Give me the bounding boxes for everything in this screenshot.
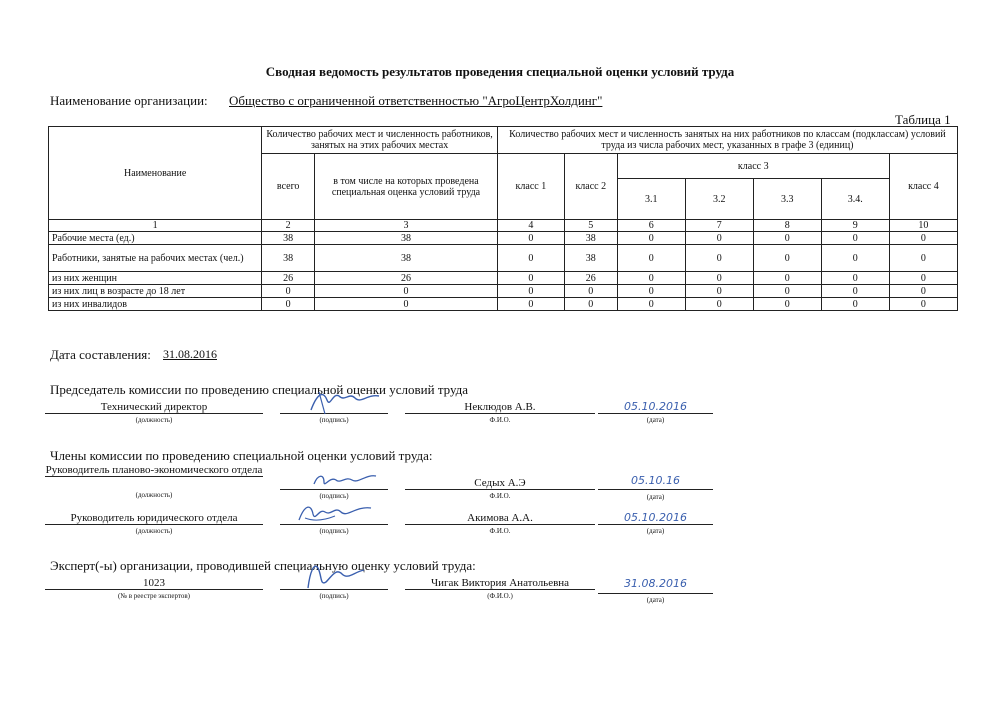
table-cell: 0 <box>617 245 685 272</box>
chairman-name: Неклюдов А.В. <box>405 401 595 414</box>
column-number: 6 <box>617 220 685 232</box>
header-class3: класс 3 <box>617 154 889 179</box>
organization-name: Общество с ограниченной ответственностью "АгроЦентрХолдинг" <box>229 93 603 108</box>
header-total: всего <box>262 154 315 220</box>
table-row <box>49 298 958 311</box>
caption-signature: (подпись) <box>319 492 349 500</box>
header-class-3-2: 3.2 <box>685 179 753 220</box>
table-cell: 0 <box>753 245 821 272</box>
caption-date: (дата) <box>646 493 665 501</box>
table-cell: 0 <box>685 298 753 311</box>
header-classes-group: Количество рабочих мест и численность занятых на них работников по классам (подклассам) условий труда из числа рабочих мест, указанных в графе 3 (единиц) <box>497 127 957 154</box>
chairman-position: Технический директор <box>45 401 263 414</box>
table-cell: 0 <box>262 285 315 298</box>
column-number: 9 <box>821 220 889 232</box>
caption-fio: Ф.И.О. <box>489 492 511 500</box>
table-cell: 0 <box>821 285 889 298</box>
chairman-signature <box>305 386 385 418</box>
member-name: Акимова А.А. <box>405 512 595 525</box>
member-date: 05.10.16 <box>631 474 680 487</box>
document-title: Сводная ведомость результатов проведения специальной оценки условий труда <box>265 64 735 79</box>
expert-signature <box>300 558 370 594</box>
table-cell: 38 <box>262 232 315 245</box>
table-cell: 0 <box>889 245 957 272</box>
header-class1: класс 1 <box>497 154 564 220</box>
member-position: Руководитель планово-экономического отдела <box>45 464 263 476</box>
caption-fio: Ф.И.О. <box>489 416 511 424</box>
member-position: Руководитель юридического отдела <box>45 512 263 525</box>
table-cell: 38 <box>315 232 498 245</box>
row-name: Работники, занятые на рабочих местах (чел.) <box>49 245 262 272</box>
column-number: 2 <box>262 220 315 232</box>
caption-position: (должность) <box>135 416 173 424</box>
column-number: 7 <box>685 220 753 232</box>
header-qty-group: Количество рабочих мест и численность работников, занятых на этих рабочих местах <box>262 127 498 154</box>
members-heading: Члены комиссии по проведению специальной оценки условий труда: <box>50 448 433 463</box>
member-date: 05.10.2016 <box>624 511 687 524</box>
caption-date: (дата) <box>646 527 665 535</box>
table-cell: 0 <box>564 298 617 311</box>
column-number: 8 <box>753 220 821 232</box>
header-class2: класс 2 <box>564 154 617 220</box>
table-cell: 0 <box>821 245 889 272</box>
table-cell: 0 <box>315 285 498 298</box>
date-value: 31.08.2016 <box>163 347 217 361</box>
header-class4: класс 4 <box>889 154 957 220</box>
header-assessed: в том числе на которых проведена специальная оценка условий труда <box>315 154 498 220</box>
column-number: 5 <box>564 220 617 232</box>
table-cell: 0 <box>889 285 957 298</box>
table-cell: 0 <box>315 298 498 311</box>
table-cell: 0 <box>685 232 753 245</box>
organization-label: Наименование организации: <box>50 93 208 108</box>
caption-registry: (№ в реестре экспертов) <box>117 592 190 600</box>
table-cell: 0 <box>617 232 685 245</box>
row-name: из них инвалидов <box>49 298 262 311</box>
table-cell: 0 <box>753 285 821 298</box>
date-label: Дата составления: <box>50 347 151 362</box>
table-cell: 0 <box>497 245 564 272</box>
row-name: Рабочие места (ед.) <box>49 232 262 245</box>
table-cell: 0 <box>262 298 315 311</box>
caption-fio: (Ф.И.О.) <box>487 592 513 600</box>
table-cell: 0 <box>685 285 753 298</box>
table-number: Таблица 1 <box>895 112 951 127</box>
member-name: Седых А.Э <box>405 477 595 490</box>
table-cell: 0 <box>889 298 957 311</box>
table-cell: 0 <box>889 272 957 285</box>
expert-registry-number: 1023 <box>45 577 263 590</box>
table-cell: 26 <box>262 272 315 285</box>
table-cell: 0 <box>617 298 685 311</box>
table-cell: 38 <box>564 245 617 272</box>
table-cell: 0 <box>753 232 821 245</box>
table-cell: 0 <box>497 298 564 311</box>
caption-signature: (подпись) <box>319 416 349 424</box>
caption-position: (должность) <box>135 527 173 535</box>
member-signature <box>295 500 375 528</box>
table-cell: 0 <box>753 272 821 285</box>
header-class-3-4: 3.4. <box>821 179 889 220</box>
expert-name: Чигак Виктория Анатольевна <box>405 577 595 590</box>
table-cell: 26 <box>564 272 617 285</box>
table-cell: 0 <box>821 298 889 311</box>
row-name: из них женщин <box>49 272 262 285</box>
table-cell: 0 <box>821 232 889 245</box>
header-name: Наименование <box>49 127 262 220</box>
table-cell: 0 <box>685 272 753 285</box>
member-signature <box>310 468 380 492</box>
column-numbers-row <box>49 220 958 232</box>
table-cell: 38 <box>564 232 617 245</box>
table-cell: 0 <box>497 285 564 298</box>
column-number: 4 <box>497 220 564 232</box>
table-row <box>49 285 958 298</box>
caption-fio: Ф.И.О. <box>489 527 511 535</box>
table-row <box>49 272 958 285</box>
table-row <box>49 232 958 245</box>
chairman-heading: Председатель комиссии по проведению специальной оценки условий труда <box>50 382 469 397</box>
caption-signature: (подпись) <box>319 592 349 600</box>
column-number: 10 <box>889 220 957 232</box>
table-cell: 0 <box>821 272 889 285</box>
summary-table <box>48 126 958 311</box>
caption-position: (должность) <box>135 491 173 499</box>
table-cell: 0 <box>564 285 617 298</box>
table-cell: 38 <box>262 245 315 272</box>
table-cell: 26 <box>315 272 498 285</box>
caption-date: (дата) <box>646 596 665 604</box>
table-cell: 0 <box>497 272 564 285</box>
table-cell: 38 <box>315 245 498 272</box>
caption-date: (дата) <box>646 416 665 424</box>
table-cell: 0 <box>497 232 564 245</box>
caption-signature: (подпись) <box>319 527 349 535</box>
table-cell: 0 <box>685 245 753 272</box>
header-class-3-1: 3.1 <box>617 179 685 220</box>
header-class-3-3: 3.3 <box>753 179 821 220</box>
chairman-date: 05.10.2016 <box>624 400 687 413</box>
column-number: 3 <box>315 220 498 232</box>
table-cell: 0 <box>889 232 957 245</box>
table-cell: 0 <box>617 272 685 285</box>
table-cell: 0 <box>753 298 821 311</box>
column-number: 1 <box>49 220 262 232</box>
table-cell: 0 <box>617 285 685 298</box>
row-name: из них лиц в возрасте до 18 лет <box>49 285 262 298</box>
table-row <box>49 245 958 272</box>
expert-date: 31.08.2016 <box>624 577 687 590</box>
expert-heading: Эксперт(-ы) организации, проводившей специальную оценку условий труда: <box>50 558 476 573</box>
